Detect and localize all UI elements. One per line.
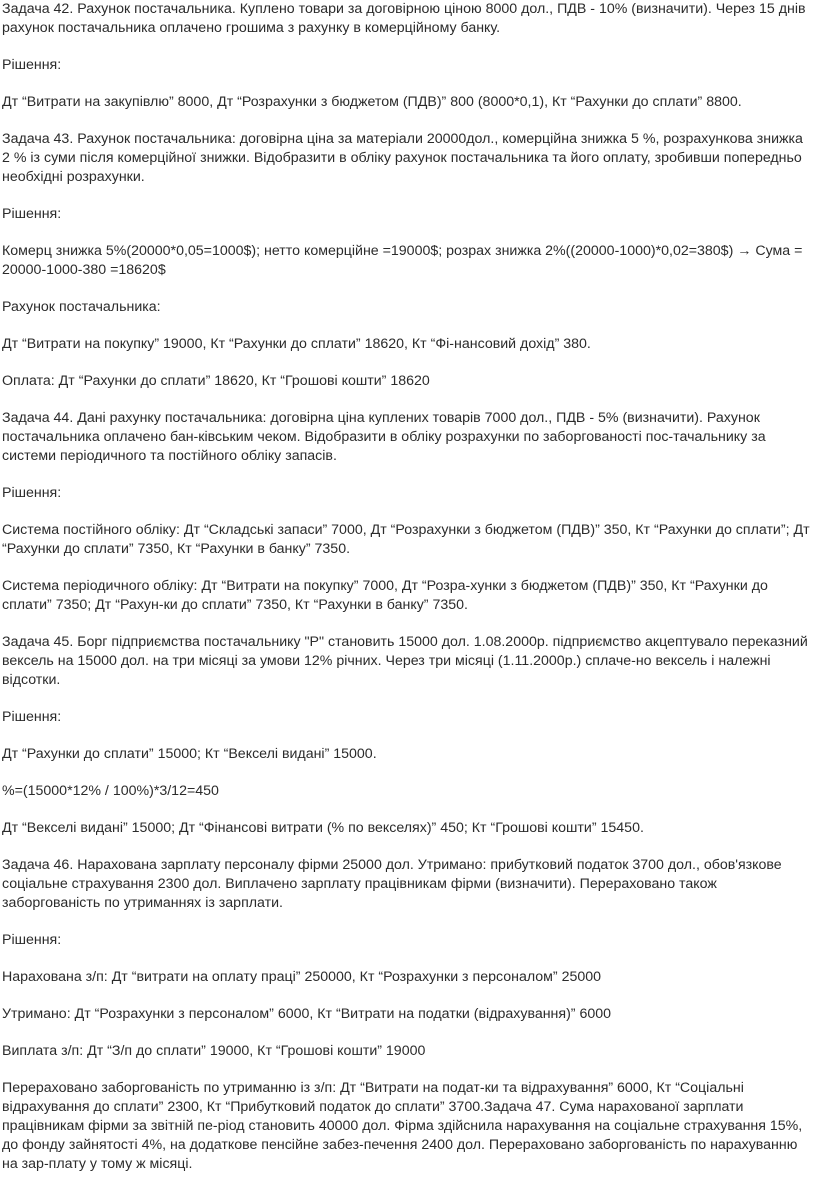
task-44-periodic-system: Система періодичного обліку: Дт “Витрати на покупку” 7000, Дт “Розра-хунки з бюджетом (ПДВ)” 350, Кт “Рахунки до сплати” 7350; Дт “Рахун-ки до сплати” 7350, Кт “Рахунки в банку” 7350. — [2, 578, 768, 613]
task-43-invoice-entry: Дт “Витрати на покупку” 19000, Кт “Рахунки до сплати” 18620, Кт “Фі-нансовий дохід” 380. — [2, 336, 591, 352]
task-46-payment-entry: Виплата з/п: Дт “З/п до сплати” 19000, Кт “Грошові кошти” 19000 — [2, 1043, 426, 1059]
task-46-accrual-entry: Нарахована з/п: Дт “витрати на оплату праці” 250000, Кт “Розрахунки з персоналом” 25000 — [2, 969, 602, 985]
task-46-withholding-entry: Утримано: Дт “Розрахунки з персоналом” 6000, Кт “Витрати на податки (відрахування)” 6000 — [2, 1006, 612, 1022]
task-43-payment-entry: Оплата: Дт “Рахунки до сплати” 18620, Кт “Грошові кошти” 18620 — [2, 373, 430, 389]
solution-label: Рішення: — [2, 709, 62, 725]
task-42-solution: Дт “Витрати на закупівлю” 8000, Дт “Розрахунки з бюджетом (ПДВ)” 800 (8000*0,1), Кт “Рахунки до сплати” 8800. — [2, 94, 742, 110]
solution-label: Рішення: — [2, 57, 62, 73]
solution-label: Рішення: — [2, 485, 62, 501]
task-46-statement: Задача 46. Нарахована зарплату персоналу фірми 25000 дол. Утримано: прибутковий податок 3700 дол., обов'язкове соціальне страхування 2300 дол. Виплачено зарплату працівникам фірми (визначити). Перераховано також заборгованість по утриманнях із зарплати. — [2, 857, 782, 911]
task-42-statement: Задача 42. Рахунок постачальника. Куплено товари за договірною ціною 8000 дол., ПДВ - 10% (визначити). Через 15 днів рахунок постачальника оплачено грошима з рахунку в комерційному банку. — [2, 1, 806, 36]
solution-label: Рішення: — [2, 206, 62, 222]
task-45-entry-2: Дт “Векселі видані” 15000; Дт “Фінансові витрати (% по векселях)” 450; Кт “Грошові кошти” 15450. — [2, 820, 644, 836]
supplier-invoice-label: Рахунок постачальника: — [2, 299, 161, 315]
task-46-transfer-and-task-47: Перераховано заборгованість по утриманню із з/п: Дт “Витрати на подат-ки та відрахування” 6000, Кт “Соціальні відрахування до сплати” 2300, Кт “Прибутковий податок до сплати” 3700.Задача 47. Сума нарахованої зарплати працівникам фірми за звітній пе-ріод становить 40000 дол. Фірма здійснила нарахування на соціальне страхування 15%, до фонду зайнятості 4%, на додаткове пенсійне забез-печення 2400 дол. Перераховано заборгованість по нарахуванню на зар-плату у тому ж місяці. — [2, 1080, 803, 1172]
task-45-statement: Задача 45. Борг підприємства постачальнику "Р" становить 15000 дол. 1.08.2000р. підприємство акцептувало переказний вексель на 15000 дол. на три місяці за умови 12% річних. Через три місяці (1.11.2000р.) сплаче-но вексель і належні відсотки. — [2, 634, 808, 688]
solution-label: Рішення: — [2, 932, 62, 948]
task-45-entry-1: Дт “Рахунки до сплати” 15000; Кт “Векселі видані” 15000. — [2, 746, 377, 762]
task-45-interest-formula: %=(15000*12% / 100%)*3/12=450 — [2, 783, 219, 799]
task-44-statement: Задача 44. Дані рахунку постачальника: договірна ціна куплених товарів 7000 дол., ПДВ - 5% (визначити). Рахунок постачальника оплачено бан-ківським чеком. Відобразити в обліку розрахунки по заборгованості пос-тачальнику за системи періодичного та постійного обліку запасів. — [2, 410, 766, 464]
task-43-statement: Задача 43. Рахунок постачальника: договірна ціна за матеріали 20000дол., комерційна знижка 5 %, розрахункова знижка 2 % із суми після комерційної знижки. Відобразити в обліку рахунок постачальника та його оплату, зробивши попередньо необхідні розрахунки. — [2, 131, 803, 185]
task-44-perpetual-system: Система постійного обліку: Дт “Складські запаси” 7000, Дт “Розрахунки з бюджетом (ПДВ)” 350, Кт “Рахунки до сплати”; Дт “Рахунки до сплати” 7350, Кт “Рахунки в банку” 7350. — [2, 522, 810, 557]
task-43-calculation: Комерц знижка 5%(20000*0,05=1000$); нетто комерційне =19000$; розрах знижка 2%((20000-1000)*0,02=380$) → Сума = 20000-1000-380 =18620$ — [2, 243, 803, 278]
